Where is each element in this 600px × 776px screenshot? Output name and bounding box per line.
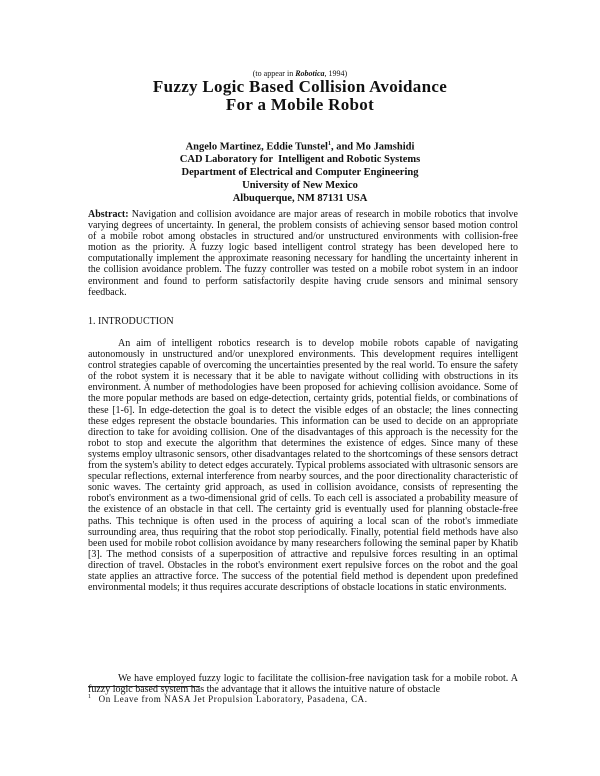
affiliation-department: Department of Electrical and Computer Engineering xyxy=(181,167,419,179)
abstract-text: Navigation and collision avoidance are major areas of research in mobile robotics that involve varying degrees of uncertainty. In general, the problem consists of achieving sensor based motion control of a mobile robot among obstacles in structured and/or unstructured environments with collision-free motion as the priority. A fuzzy logic based intelligent control strategy has been developed here to computationally implement the approximate reasoning necessary for handling the uncertainty inherent in the collision avoidance problem. The fuzzy controller was tested on a mobile robot system in an indoor environment and found to perform satisfactorily despite having crude sensors and minimal sensory feedback. xyxy=(88,209,518,298)
intro-paragraph-1: An aim of intelligent robotics research is to develop mobile robots capable of navigating autonomously in unstructured and/or unexplored environments. This development requires intelligent control strategies capable of overcoming the uncertainties presented by the real world. To ensure the safety of the robot system it is necessary that it be able to navigate without colliding with obstructions in its environment. A number of methodologies have been proposed for achieving collision avoidance. Some of the more popular methods are based on edge-detection, certainty grids, potential fields, or combinations of these [1-6]. In edge-detection the goal is to detect the visible edges of an obstacle; the lines connecting these edges represent the obstacle boundaries. This information can be used to decide on an appropriate direction to take for avoiding collision. One of the disadvantages of this approach is the necessity for the robot to stop and execute the algorithm that determines the existence of edges. Since many of these systems employ ultrasonic sensors, other disadvantages related to the shortcomings of these sensors detract from the system's ability to detect edges accurately. Typical problems associated with ultrasonic sensors are specular reflections, external interference from nearby sources, and the poor directionality characteristic of sonic waves. The certainty grid approach, as used in collision avoidance, consists of representing the robot's environment as a two-dimensional grid of cells. To each cell is associated a probability measure of the existence of an obstacle in that cell. The certainty grid is eventually used for planning obstacle-free paths. This technique is often used in the process of aquiring a local scan of the robot's immediate surrounding area, thus requiring that the robot stop periodically. Finally, potential field methods have also been used for mobile robot collision avoidance by many researchers following the seminal paper by Khatib [3]. The method consists of a superposition of attractive and repulsive forces resulting in an optimal direction of travel. Obstacles in the robot's environment exert repulsive forces on the robot and the goal state applies an attractive force. The success of the potential field method is dependent upon predefined environmental models; it thus requires accurate descriptions of obstacle locations in static environments. xyxy=(88,338,518,594)
footnote-text: On Leave from NASA Jet Propulsion Laboratory, Pasadena, CA. xyxy=(98,694,368,704)
affiliation-lab: CAD Laboratory for Intelligent and Robotic Systems xyxy=(179,154,421,166)
footnote xyxy=(88,694,368,704)
abstract xyxy=(88,209,518,298)
section-heading: 1. INTRODUCTION xyxy=(88,316,174,327)
affiliation-university: University of New Mexico xyxy=(242,179,358,191)
footnote-divider xyxy=(88,686,200,687)
author-block xyxy=(0,138,600,205)
paper-title-line-2: For a Mobile Robot xyxy=(225,95,375,114)
journal-name: Robotica xyxy=(295,69,325,78)
author-names: Angelo Martinez, Eddie Tunstel$^1$, and Mo Jamshidi xyxy=(185,141,415,153)
abstract-label: Abstract: xyxy=(88,209,129,220)
footnote-mark: 1 xyxy=(88,694,92,700)
footnote-marker: 1 xyxy=(327,141,331,147)
publication-note: (to appear in Robotica, 1994) xyxy=(252,69,348,78)
affiliation-city: Albuquerque, NM 87131 USA xyxy=(232,192,368,204)
paper-title-line-1: Fuzzy Logic Based Collision Avoidance xyxy=(152,77,448,96)
intro-paragraph-2: We have employed fuzzy logic to facilitate the collision-free navigation task for a mobile robot. A fuzzy logic based system has the advantage that it allows the intuitive nature of obstacle xyxy=(88,673,518,696)
